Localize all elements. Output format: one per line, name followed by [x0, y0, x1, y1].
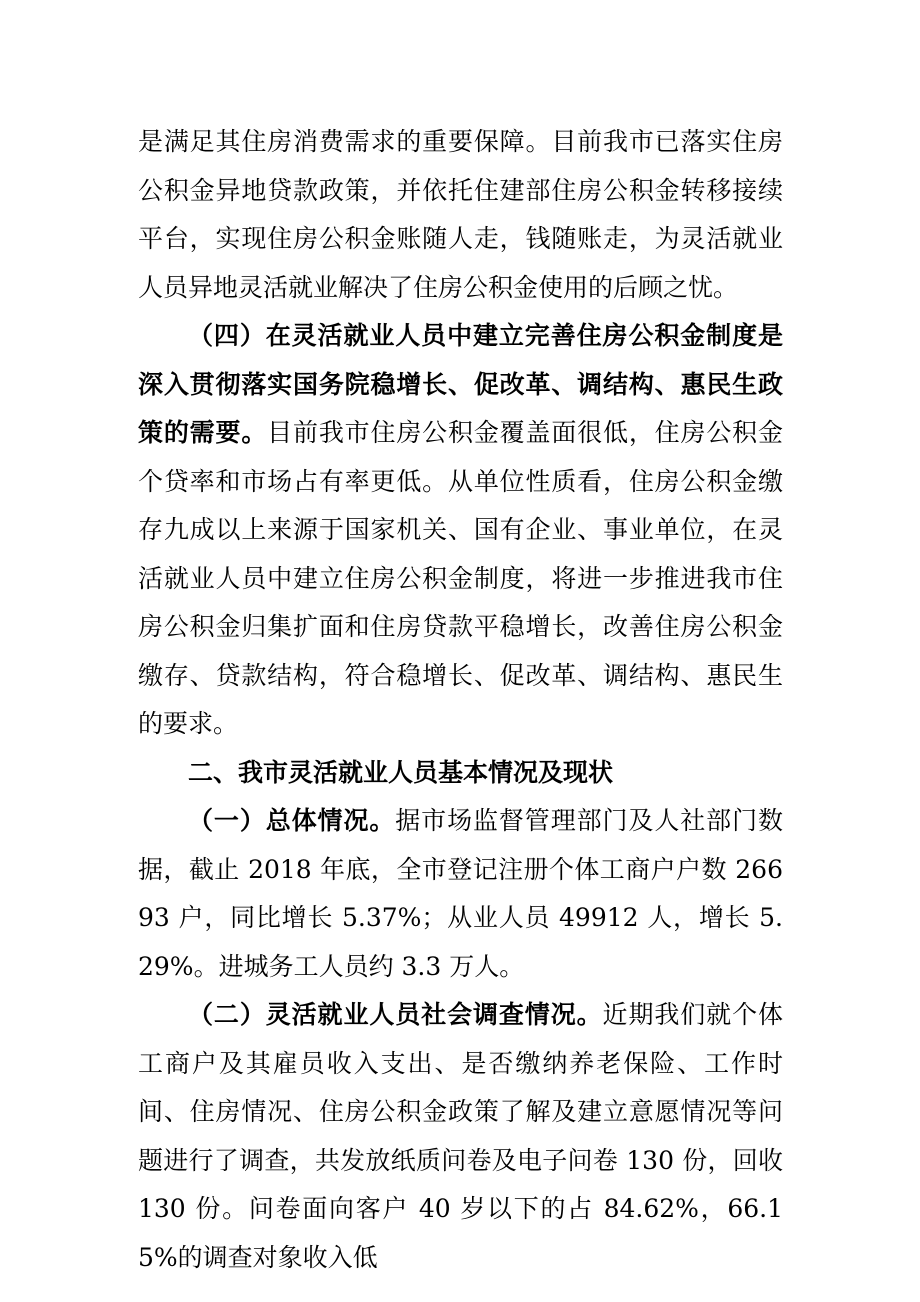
paragraph-text: 是满足其住房消费需求的重要保障。目前我市已落实住房公积金异地贷款政策，并依托住建部住房公积金转移接续平台，实现住房公积金账随人走，钱随账走，为灵活就业人员异地灵活就业解决了住房公积金使用的后顾之忧。: [138, 127, 783, 302]
paragraph-text: 据市场监督管理部门及人社部门数据，截止 2018 年底，全市登记注册个体工商户户数 26693 户，同比增长 5.37%；从业人员 49912 人，增长 5.29%。进城务工人员约 3.3 万人。: [138, 806, 783, 981]
paragraph-survey-situation: [138, 991, 783, 1282]
paragraph-heading: （二）灵活就业人员社会调查情况。: [188, 1000, 603, 1029]
document-body: [138, 118, 783, 1282]
paragraph-overall-situation: [138, 797, 783, 991]
paragraph-section-four: [138, 312, 783, 749]
paragraph-text: 近期我们就个体工商户及其雇员收入支出、是否缴纳养老保险、工作时间、住房情况、住房公积金政策了解及建立意愿情况等问题进行了调查，共发放纸质问卷及电子问卷 130 份，回收 130 份。问卷面向客户 40 岁以下的占 84.62%，66.15%的调查对象收入低: [138, 1000, 783, 1272]
section-heading-basic-situation: [138, 749, 783, 798]
paragraph-heading: （四）在灵活就业人员中建立完善住房公积金制度是深入贯彻落实国务院稳增长、促改革、调结构、惠民生政策的需要。: [138, 321, 783, 447]
section-heading: 二、我市灵活就业人员基本情况及现状: [188, 757, 614, 787]
paragraph-housing-guarantee: [138, 118, 783, 312]
paragraph-text: 目前我市住房公积金覆盖面很低，住房公积金个贷率和市场占有率更低。从单位性质看，住房公积金缴存九成以上来源于国家机关、国有企业、事业单位，在灵活就业人员中建立住房公积金制度，将进一步推进我市住房公积金归集扩面和住房贷款平稳增长，改善住房公积金缴存、贷款结构，符合稳增长、促改革、调结构、惠民生的要求。: [138, 418, 783, 738]
paragraph-heading: （一）总体情况。: [188, 806, 396, 835]
